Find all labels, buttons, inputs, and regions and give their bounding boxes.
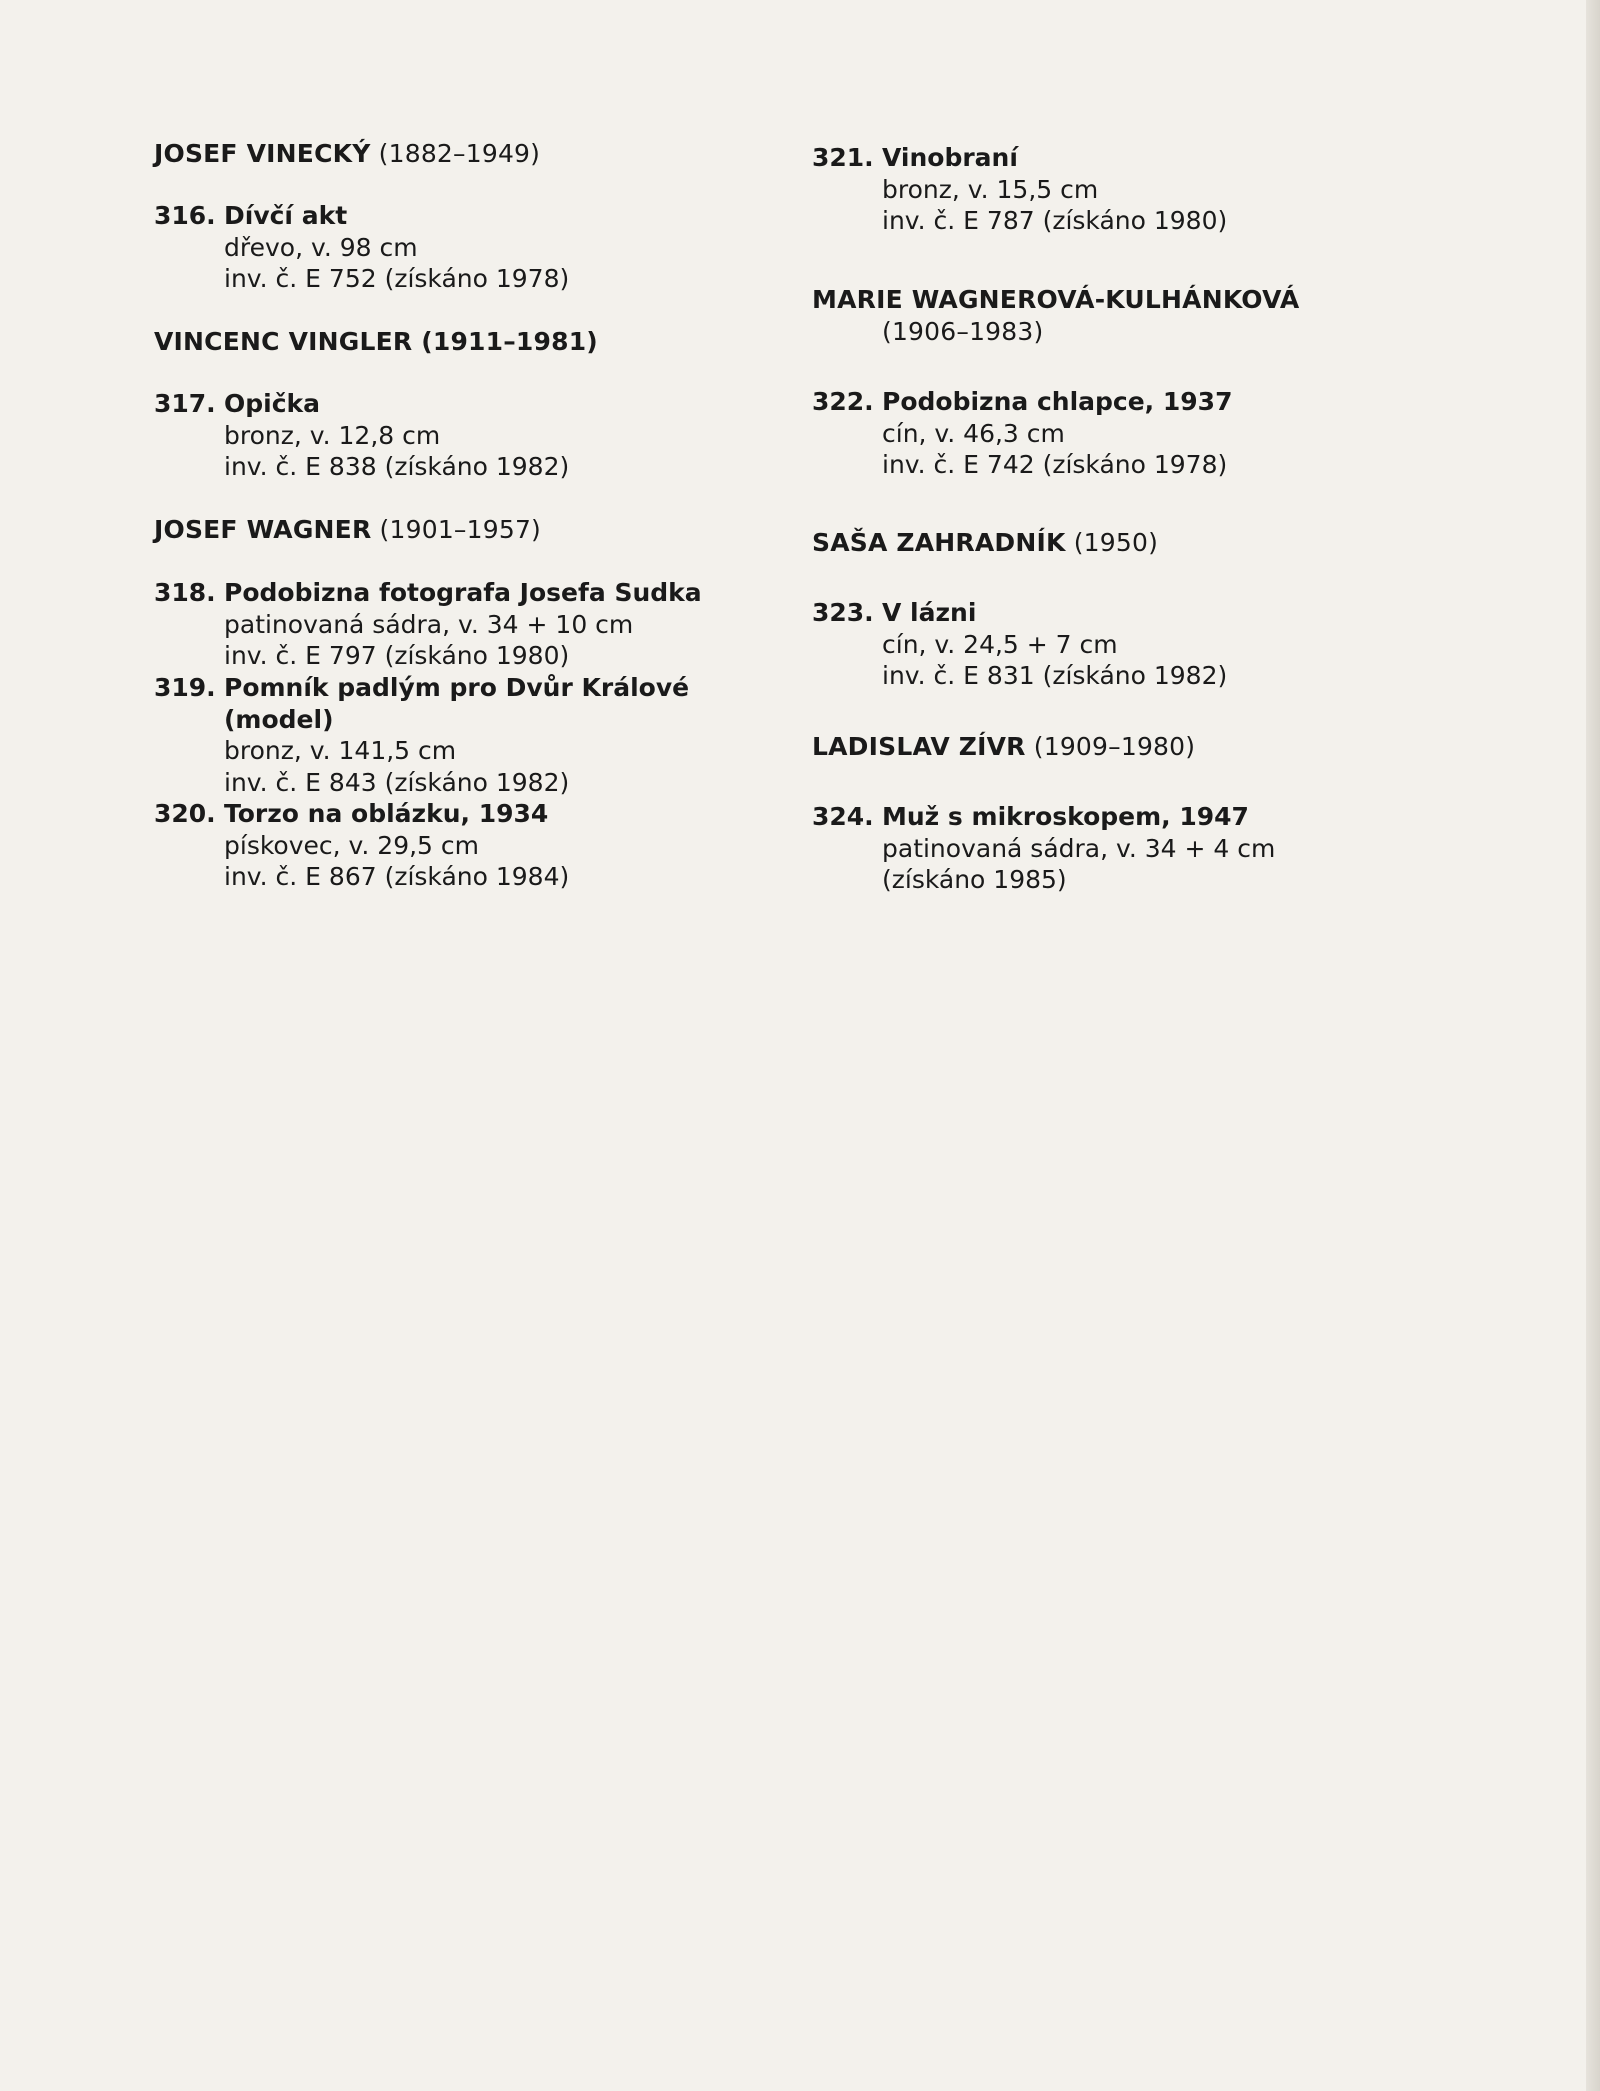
artist-heading-zivr: LADISLAV ZÍVR (1909–1980) [812, 732, 1196, 761]
artist-heading-wagnerova-kulhankova: MARIE WAGNEROVÁ-KULHÁNKOVÁ (1906–1983) [812, 285, 1300, 346]
artist-heading-zahradnik: SAŠA ZAHRADNÍK (1950) [812, 528, 1159, 557]
page-edge [1586, 0, 1600, 2091]
artist-heading-vinecky: JOSEF VINECKÝ (1882–1949) [154, 139, 541, 168]
artist-heading-vingler: VINCENC VINGLER (1911–1981) [154, 327, 598, 356]
artist-heading-wagner: JOSEF WAGNER (1901–1957) [154, 515, 541, 544]
